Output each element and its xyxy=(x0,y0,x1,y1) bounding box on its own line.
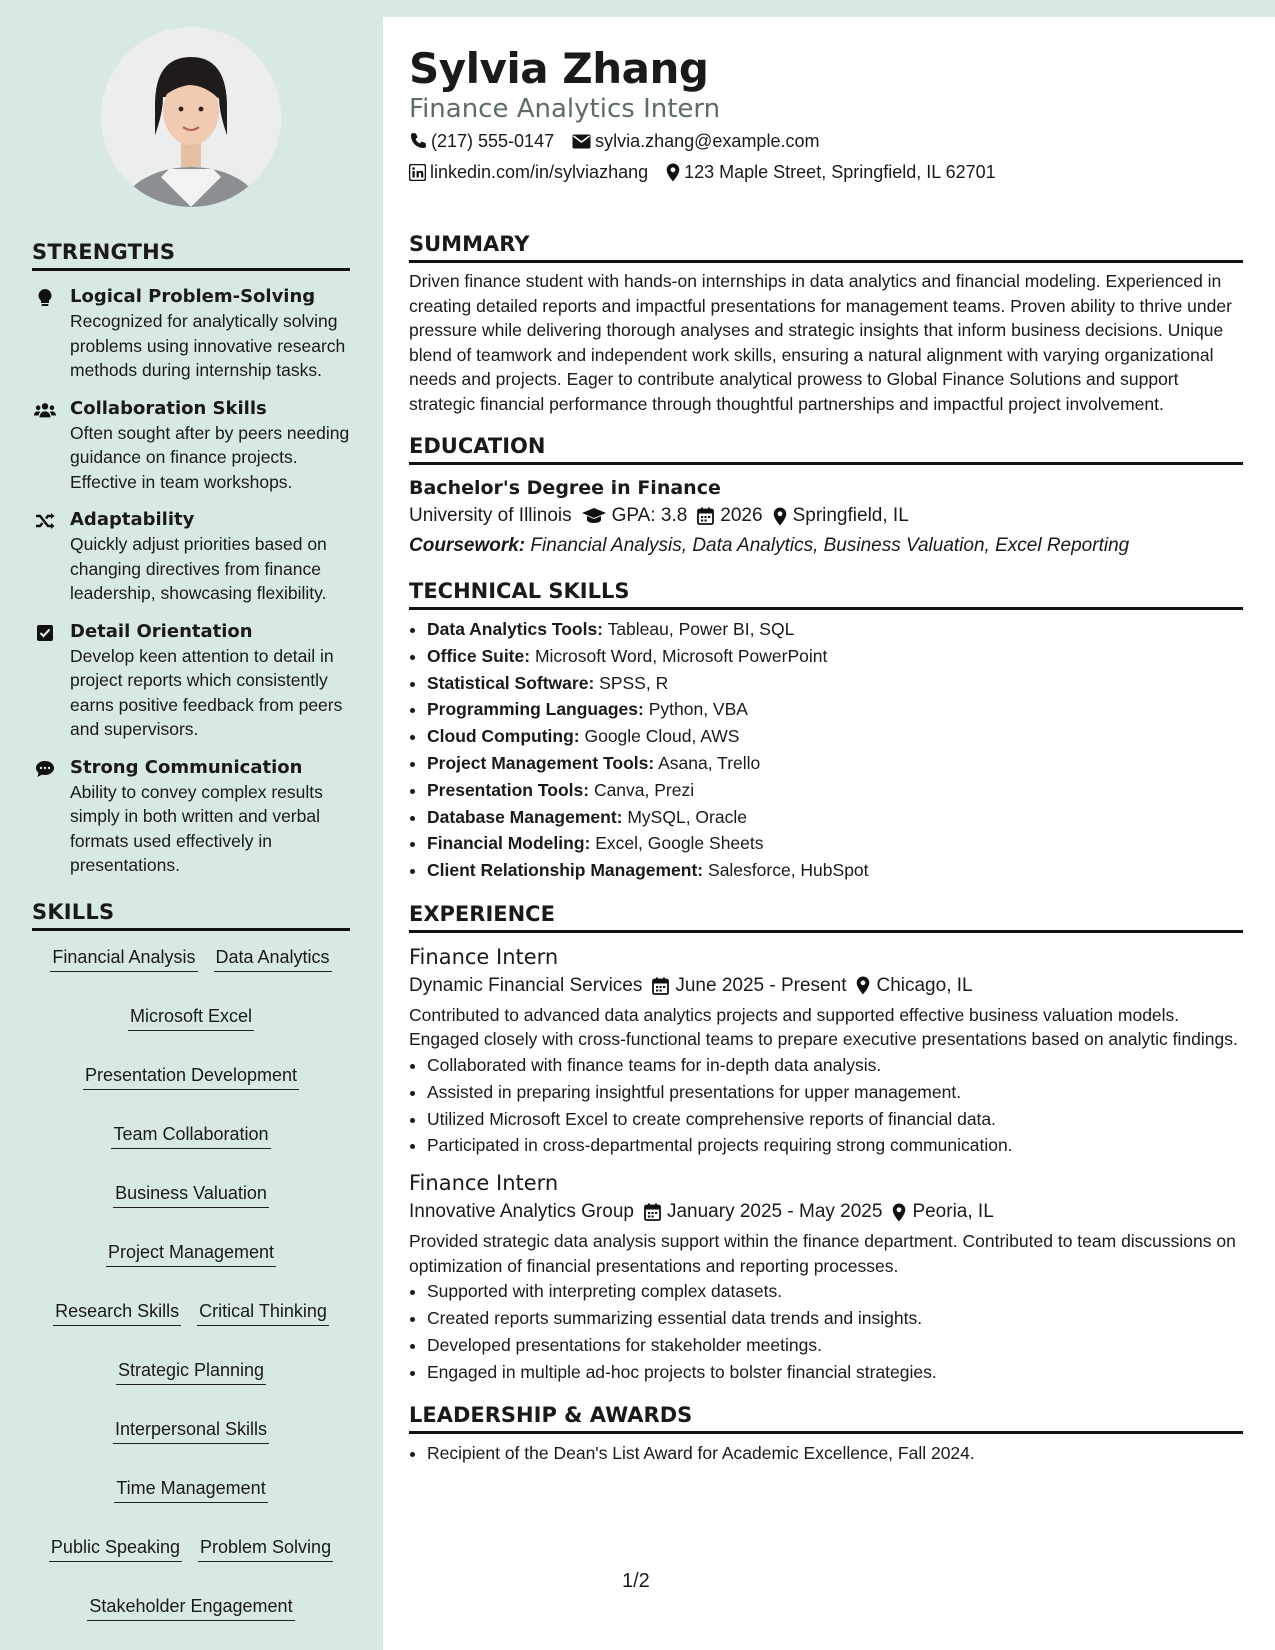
company: Innovative Analytics Group xyxy=(409,1201,634,1223)
shuffle-icon xyxy=(34,510,56,532)
strength-desc: Develop keen attention to detail in project reports which consistently earns positive feedback from peers and supervisors. xyxy=(70,645,343,739)
job-entry xyxy=(409,1169,1243,1385)
skill-tag: Presentation Development xyxy=(83,1063,299,1090)
skills-list xyxy=(32,945,350,1621)
graduation-year: 2026 xyxy=(720,505,763,526)
coursework xyxy=(409,531,1243,561)
strength-desc: Recognized for analytically solving problems using innovative research methods during internship tasks. xyxy=(70,311,346,380)
experience-section xyxy=(409,902,1243,1385)
list-item: • Client Relationship Management: Salesforce, HubSpot xyxy=(427,857,1243,884)
page-number: 1/2 xyxy=(622,1570,650,1592)
list-item: • Presentation Tools: Canva, Prezi xyxy=(427,777,1243,804)
skill-tag: Critical Thinking xyxy=(197,1299,329,1326)
education-section xyxy=(409,434,1243,561)
users-icon xyxy=(34,399,56,421)
job-bullets xyxy=(409,1278,1243,1385)
strength-item xyxy=(32,756,350,878)
strength-title: Strong Communication xyxy=(70,756,303,778)
skills-title: SKILLS xyxy=(32,900,350,931)
list-item: • Financial Modeling: Excel, Google Sheets xyxy=(427,830,1243,857)
address-text: 123 Maple Street, Springfield, IL 62701 xyxy=(684,162,996,182)
strength-title: Detail Orientation xyxy=(70,620,253,642)
checkbox-icon xyxy=(34,622,56,644)
company: Dynamic Financial Services xyxy=(409,974,643,996)
education-title: EDUCATION xyxy=(409,434,1243,465)
contact-address xyxy=(666,160,996,184)
skill-tag: Public Speaking xyxy=(49,1535,182,1562)
sidebar-content xyxy=(32,240,350,1621)
contact-phone xyxy=(409,129,554,153)
strength-item xyxy=(32,508,350,606)
linkedin-icon xyxy=(409,164,426,181)
skill-tag: Problem Solving xyxy=(198,1535,333,1562)
job-title: Finance Intern xyxy=(409,1171,559,1196)
technical-skills-section xyxy=(409,579,1243,884)
job-dates: January 2025 - May 2025 xyxy=(666,1201,883,1223)
skill-tag: Financial Analysis xyxy=(50,945,197,972)
summary-title: SUMMARY xyxy=(409,232,1243,263)
list-item: • Recipient of the Dean's List Award for Academic Excellence, Fall 2024. xyxy=(427,1440,1243,1467)
job-meta xyxy=(409,971,1243,1001)
strength-title: Adaptability xyxy=(70,509,195,530)
contact-row xyxy=(409,160,1243,184)
list-item: • Developed presentations for stakeholder meetings. xyxy=(427,1332,1243,1359)
summary-text: Driven finance student with hands-on internships in data analytics and financial modeling. Experienced in creating detailed reports and impactful presentations for management teams. Proven ability to thrive under pressure while delivering thorough analyses and strategic insights that inform business decisions. Unique blend of teamwork and independent work skills, ensuring a natural alignment with varying organizational needs and projects. Eager to contribute analytical prowess to Global Finance Solutions and support strategic financial performance through thoughtful partnerships and impactful project involvement. xyxy=(409,271,1232,414)
calendar-icon xyxy=(697,507,714,525)
skill-tag: Research Skills xyxy=(53,1299,181,1326)
list-item: • Assisted in preparing insightful presentations for upper management. xyxy=(427,1079,1243,1106)
school: University of Illinois xyxy=(409,505,572,526)
job-meta xyxy=(409,1197,1243,1227)
job-desc: Contributed to advanced data analytics projects and supported effective business valuation models. Engaged closely with cross-functional teams to prepare executive presentations based on analytic findings. xyxy=(409,1004,1238,1050)
summary-section xyxy=(409,232,1243,416)
skill-tag: Team Collaboration xyxy=(111,1122,270,1149)
dates-item xyxy=(644,1197,882,1227)
education-meta xyxy=(409,501,1243,531)
technical-skills-title: TECHNICAL SKILLS xyxy=(409,579,1243,610)
strengths-title: STRENGTHS xyxy=(32,240,350,271)
strength-desc: Quickly adjust priorities based on changing directives from finance leadership, showcasing flexibility. xyxy=(70,534,327,603)
strength-item xyxy=(32,397,350,495)
location-item xyxy=(856,971,972,1001)
location-item xyxy=(892,1197,993,1227)
lightbulb-icon xyxy=(34,287,56,309)
candidate-role: Finance Analytics Intern xyxy=(409,94,721,124)
location-item xyxy=(773,501,909,531)
strength-desc: Ability to convey complex results simply in both written and verbal formats used effectively in presentations. xyxy=(70,781,323,875)
phone-text[interactable]: (217) 555-0147 xyxy=(431,131,555,151)
skill-tag: Microsoft Excel xyxy=(128,1004,254,1031)
map-pin-icon xyxy=(856,976,870,995)
skill-tag: Project Management xyxy=(106,1240,276,1267)
job-title: Finance Intern xyxy=(409,944,559,969)
experience-title: EXPERIENCE xyxy=(409,902,1243,933)
list-item: • Cloud Computing: Google Cloud, AWS xyxy=(427,723,1243,750)
leadership-list xyxy=(409,1440,1243,1467)
chat-icon xyxy=(34,758,56,780)
skill-tag: Interpersonal Skills xyxy=(113,1417,269,1444)
sidebar xyxy=(0,0,383,1650)
contact-email xyxy=(572,129,819,153)
degree: Bachelor's Degree in Finance xyxy=(409,477,721,499)
education-location: Springfield, IL xyxy=(792,505,909,526)
strength-desc: Often sought after by peers needing guidance on finance projects. Effective in team workshops. xyxy=(70,422,350,492)
strength-item xyxy=(32,620,350,742)
phone-icon xyxy=(409,132,427,150)
contact-linkedin xyxy=(409,160,648,184)
strength-item xyxy=(32,285,350,383)
leadership-title: LEADERSHIP & AWARDS xyxy=(409,1403,1243,1434)
email-text[interactable]: sylvia.zhang@example.com xyxy=(595,131,820,151)
job-dates: June 2025 - Present xyxy=(675,974,847,996)
list-item: • Created reports summarizing essential data trends and insights. xyxy=(427,1305,1243,1332)
strength-title: Logical Problem-Solving xyxy=(70,286,316,307)
list-item: • Database Management: MySQL, Oracle xyxy=(427,804,1243,831)
list-item: • Participated in cross-departmental projects requiring strong communication. xyxy=(427,1132,1243,1159)
technical-skills-list xyxy=(409,616,1243,884)
year-item xyxy=(697,501,762,531)
skill-tag: Business Valuation xyxy=(113,1181,269,1208)
avatar xyxy=(101,27,281,207)
list-item: • Collaborated with finance teams for in-depth data analysis. xyxy=(427,1052,1243,1079)
candidate-name: Sylvia Zhang xyxy=(409,44,709,93)
map-pin-icon xyxy=(666,163,680,182)
list-item: • Statistical Software: SPSS, R xyxy=(427,670,1243,697)
list-item: • Engaged in multiple ad-hoc projects to bolster financial strategies. xyxy=(427,1359,1243,1386)
strength-title: Collaboration Skills xyxy=(70,397,267,419)
list-item: • Utilized Microsoft Excel to create comprehensive reports of financial data. xyxy=(427,1106,1243,1133)
skill-tag: Strategic Planning xyxy=(116,1358,266,1385)
list-item: • Project Management Tools: Asana, Trello xyxy=(427,750,1243,777)
calendar-icon xyxy=(652,977,669,995)
envelope-icon xyxy=(572,134,591,149)
main-content xyxy=(383,17,1275,1650)
contact-row xyxy=(409,129,1243,153)
job-location: Peoria, IL xyxy=(912,1201,994,1223)
map-pin-icon xyxy=(892,1203,906,1222)
job-entry xyxy=(409,943,1243,1159)
linkedin-text[interactable]: linkedin.com/in/sylviazhang xyxy=(430,162,649,182)
gpa: GPA: 3.8 xyxy=(611,505,688,526)
graduation-cap-icon xyxy=(582,508,606,524)
coursework-list: Financial Analysis, Data Analytics, Business Valuation, Excel Reporting xyxy=(530,535,1130,556)
job-desc: Provided strategic data analysis support within the finance department. Contributed to team discussions on optimization of financial presentations and reporting processes. xyxy=(409,1231,1236,1276)
leadership-section xyxy=(409,1403,1243,1467)
skill-tag: Data Analytics xyxy=(214,945,332,972)
list-item: • Data Analytics Tools: Tableau, Power BI, SQL xyxy=(427,616,1243,643)
coursework-label: Coursework: xyxy=(409,535,526,556)
dates-item xyxy=(652,971,846,1001)
job-bullets xyxy=(409,1052,1243,1159)
job-location: Chicago, IL xyxy=(876,974,973,996)
map-pin-icon xyxy=(773,507,787,526)
calendar-icon xyxy=(644,1203,661,1221)
list-item: • Supported with interpreting complex datasets. xyxy=(427,1278,1243,1305)
skill-tag: Time Management xyxy=(114,1476,267,1503)
gpa-item xyxy=(582,501,688,531)
skill-tag: Stakeholder Engagement xyxy=(87,1594,294,1621)
list-item: • Programming Languages: Python, VBA xyxy=(427,696,1243,723)
list-item: • Office Suite: Microsoft Word, Microsoft PowerPoint xyxy=(427,643,1243,670)
